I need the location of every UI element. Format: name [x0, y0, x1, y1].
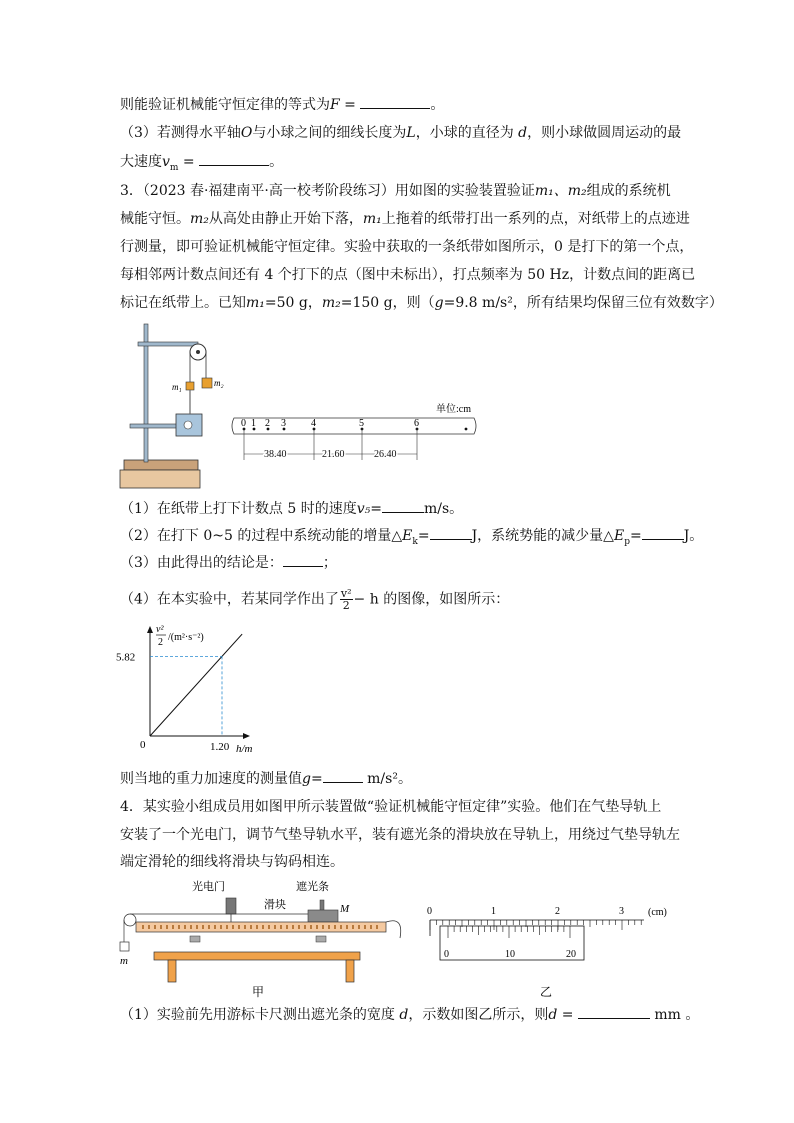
bench-top [154, 952, 360, 960]
text: m/s²。 [362, 771, 412, 787]
text: ，小球的直径为 [415, 125, 514, 141]
text: （3）由此得出的结论是： [120, 555, 283, 571]
tape-label-3: 3 [281, 418, 286, 429]
tape-label-6: 6 [414, 418, 419, 429]
var-O: O [240, 125, 253, 141]
text: 组成的系统机 [586, 183, 671, 199]
var-v: v [162, 154, 170, 170]
var-F: F [330, 97, 340, 113]
subscript: k [412, 536, 418, 547]
answer-blank[interactable] [642, 527, 684, 540]
ylabel-den: 2 [158, 637, 163, 648]
var-m2: m₂ [321, 295, 341, 311]
text: （4）在本实验中，若某同学作出了 [120, 591, 339, 608]
q3-line-5 [120, 294, 723, 312]
mass-m-label: m [120, 955, 128, 967]
vernier-label-20: 20 [566, 949, 576, 960]
answer-blank[interactable] [430, 527, 472, 540]
text: 4．某实验小组成员用如图甲所示装置做“验证机械能守恒定律”实验。他们在气垫导轨上 [120, 799, 662, 815]
ticker-disc [184, 421, 192, 429]
tape-label-5: 5 [359, 418, 364, 429]
answer-blank[interactable] [382, 500, 424, 513]
y-tick-label: 5.82 [116, 651, 136, 664]
var-m2: m₂ [190, 211, 209, 227]
text: = [417, 528, 430, 544]
text-line-3 [120, 153, 283, 177]
text: J。 [683, 528, 704, 544]
slider-label: 滑块 [264, 899, 286, 911]
text: 端定滑轮的细线将滑块与钩码相连。 [120, 854, 344, 870]
main-label-2: 2 [555, 906, 560, 917]
text: = [339, 97, 361, 113]
bench-leg-right [346, 960, 354, 982]
data-line [150, 634, 242, 736]
tape-label-4: 4 [311, 418, 316, 429]
var-E: E [402, 528, 413, 544]
q3-line-4 [120, 266, 695, 284]
answer-blank[interactable] [323, 770, 363, 783]
fraction-numerator: v² [340, 587, 352, 600]
v2-h-graph [116, 618, 280, 758]
text: ，示数如图乙所示，则 [408, 1007, 549, 1023]
table [120, 470, 200, 488]
text: = [310, 771, 323, 787]
text: − h 的图像，如图所示： [353, 591, 510, 608]
text: ； [322, 555, 337, 571]
main-label-3: 3 [619, 906, 624, 917]
base-block [124, 460, 198, 470]
var-v5: v₅= [356, 501, 382, 517]
answer-blank[interactable] [199, 153, 269, 166]
var-m1: m₁ [362, 211, 382, 227]
unit-label: (cm) [648, 907, 667, 918]
q4-sub1-line [120, 1006, 699, 1024]
text: mm 。 [649, 1007, 700, 1023]
distance-4-5: 21.60 [322, 449, 345, 460]
text: 上拖着的纸带打出一系列的点，对纸带上的点迹进 [381, 211, 690, 227]
ylabel-unit: /(m²·s⁻²) [168, 632, 204, 643]
text: = [178, 154, 200, 170]
main-scale [427, 906, 641, 930]
text: 每相邻两计数点间还有 4 个打下的点（图中未标出），打点频率为 50 Hz，计数点间的距离已 [120, 267, 696, 283]
text: 。 [430, 97, 445, 113]
tape-label-1: 1 [251, 418, 256, 429]
text: =50 g， [264, 295, 322, 311]
y-axis-arrow [147, 626, 153, 633]
distance-0-4: 38.40 [264, 449, 287, 460]
text: 行测量，即可验证机械能守恒定律。实验中获取的一条纸带如图所示，0 是打下的第一个点， [120, 239, 694, 255]
support-foot-right [316, 936, 326, 942]
answer-blank[interactable] [283, 554, 323, 567]
text: 。 [269, 154, 284, 170]
mass-M-label: M [340, 903, 350, 915]
text: 3．（2023 春·福建南平·高一校考阶段练习）用如图的实验装置验证 [120, 183, 535, 199]
photogate [226, 898, 236, 914]
text: m/s。 [423, 501, 464, 517]
top-arm [138, 342, 198, 346]
origin-label: 0 [140, 739, 146, 751]
ylabel-num: v² [156, 624, 164, 635]
figure-caption-yi: 乙 [540, 985, 553, 999]
var-E: E [613, 528, 625, 544]
text: ，则小球做圆周运动的最 [527, 125, 682, 141]
xlabel: h/m [236, 743, 253, 755]
support-foot-left [190, 936, 200, 942]
q3-line-2 [120, 210, 690, 228]
sub2-line [120, 527, 703, 551]
tape-dot-extra [465, 428, 468, 431]
unit-label: 单位:cm [436, 404, 471, 415]
distance-5-6: 26.40 [374, 449, 397, 460]
sub1-line [120, 500, 463, 518]
q3-line-3 [120, 238, 693, 256]
answer-blank[interactable] [360, 96, 430, 109]
x-tick-label: 1.20 [210, 741, 230, 753]
text: 械能守恒。 [120, 211, 190, 227]
mass-m1-block [186, 382, 194, 390]
strip-label: 遮光条 [296, 881, 329, 893]
pulley-axle [196, 350, 200, 354]
tape-label-2: 2 [265, 418, 270, 429]
air-hose [386, 921, 401, 938]
text: = [557, 1007, 578, 1023]
var-m1: m₁、 [534, 183, 568, 199]
main-label-0: 0 [427, 906, 432, 917]
text: （1）实验前先用游标卡尺测出遮光条的宽度 [120, 1007, 395, 1023]
q4-line-2 [120, 826, 680, 844]
text: =9.8 m/s²，所有结果均保留三位有效数字） [443, 295, 723, 311]
text: J，系统势能的减少量△ [471, 528, 614, 544]
vernier-caliper-figure [420, 900, 690, 1000]
atwood-apparatus-figure [120, 318, 230, 488]
subscript: p [624, 536, 630, 547]
var-m2: m₂ [567, 183, 587, 199]
var-g: g [302, 771, 311, 787]
text: 大速度 [120, 154, 162, 170]
var-m1: m₁ [246, 295, 265, 311]
text: 安装了一个光电门，调节气垫导轨水平，装有遮光条的滑块放在导轨上，用绕过气垫导轨左 [120, 827, 680, 843]
var-g: g [434, 295, 444, 311]
sub3-line [120, 554, 337, 572]
vernier-label-10: 10 [505, 949, 515, 960]
main-label-1: 1 [491, 906, 496, 917]
subscript: m [169, 162, 179, 173]
answer-blank[interactable] [578, 1006, 650, 1019]
g-measure-line [120, 770, 412, 788]
text: 则当地的重力加速度的测量值 [120, 771, 302, 787]
var-L: L [406, 125, 416, 141]
vernier-scale [444, 926, 576, 960]
hook-mass [120, 942, 129, 951]
text: 与小球之间的细线长度为 [252, 125, 407, 141]
m1-label: m₁ [172, 382, 182, 392]
tape-label-0: 0 [241, 418, 246, 429]
x-axis-arrow [243, 733, 250, 739]
air-track-figure [118, 876, 408, 1000]
text: 从高处由静止开始下落， [208, 211, 363, 227]
text: =150 g，则（ [340, 295, 435, 311]
gate-label: 光电门 [192, 881, 225, 893]
mass-m2-block [202, 378, 212, 388]
text-line-2 [120, 124, 681, 142]
q4-line-1 [120, 798, 661, 816]
text: （2）在打下 0~5 的过程中系统动能的增量△ [120, 528, 403, 544]
text: 则能验证机械能守恒定律的等式为 [120, 97, 330, 113]
slider-block [308, 910, 338, 922]
bench-leg-left [168, 960, 176, 982]
var-d: d [518, 125, 528, 141]
fraction [340, 588, 353, 611]
var-d: d [399, 1007, 409, 1023]
pulley [124, 914, 136, 926]
figure-caption-jia: 甲 [252, 985, 265, 999]
q4-line-3 [120, 853, 344, 871]
text: = [629, 528, 642, 544]
distance-marks [244, 449, 417, 460]
paper-tape-figure [228, 398, 488, 462]
fraction-denominator: 2 [342, 599, 350, 612]
sub4-line [120, 588, 509, 611]
q3-line-1 [120, 182, 671, 200]
vernier-label-0: 0 [444, 949, 449, 960]
text: （3）若测得水平轴 [120, 125, 241, 141]
var-d: d [548, 1007, 558, 1023]
text-line-1 [120, 96, 444, 114]
m2-label: m₂ [214, 378, 224, 388]
text: （1）在纸带上打下计数点 5 时的速度 [120, 501, 357, 517]
text: 标记在纸带上。已知 [120, 295, 246, 311]
